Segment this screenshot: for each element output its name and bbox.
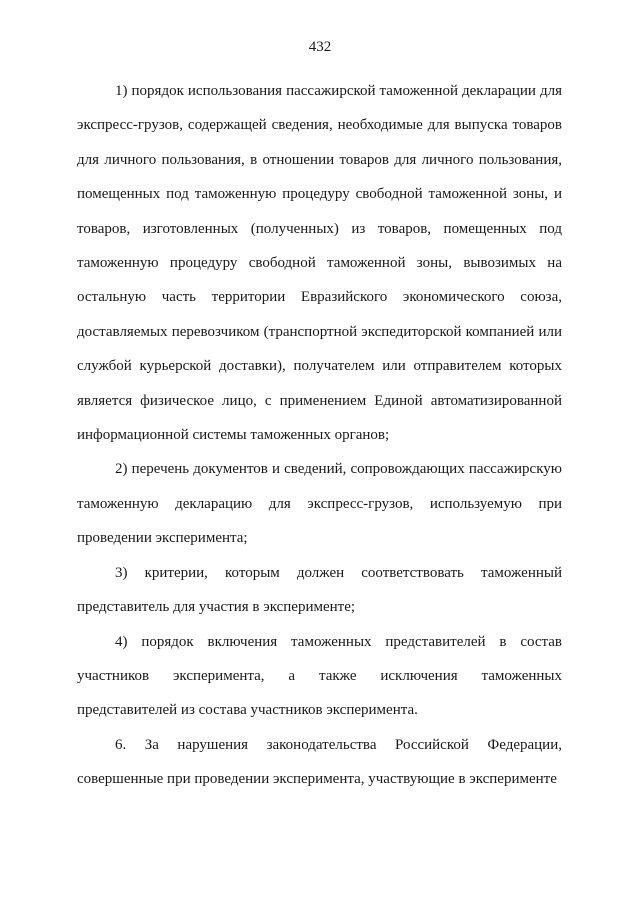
paragraph-section-6: 6. За нарушения законодательства Российской Федерации, совершенные при проведении эксперимента, участвующие в эксперименте [77,736,562,788]
page-number: 432 [308,39,332,55]
paragraph-item-3: 3) критерии, которым должен соответствовать таможенный представитель для участия в эксперименте; [77,564,562,616]
paragraph-item-4: 4) порядок включения таможенных представителей в состав участников эксперимента, а также исключения таможенных представителей из состава участников эксперимента. [77,633,562,719]
paragraph-item-1: 1) порядок использования пассажирской таможенной декларации для экспресс-грузов, содержащей сведения, необходимые для выпуска товаров для личного пользования, в отношении товаров для личного пользования, помещенных под таможенную процедуру свободной таможенной зоны, и товаров, изготовленных (полученных) из товаров, помещенных под таможенную процедуру свободной таможенной зоны, вывозимых на остальную часть территории Евразийского экономического союза, доставляемых перевозчиком (транспортной экспедиторской компанией или службой курьерской доставки), получателем или отправителем которых является физическое лицо, с применением Единой автоматизированной информационной системы таможенных органов; [77,83,562,444]
document-body [77,74,562,797]
paragraph-item-2: 2) перечень документов и сведений, сопровождающих пассажирскую таможенную декларацию для экспресс-грузов, используемую при проведении эксперимента; [77,461,562,547]
